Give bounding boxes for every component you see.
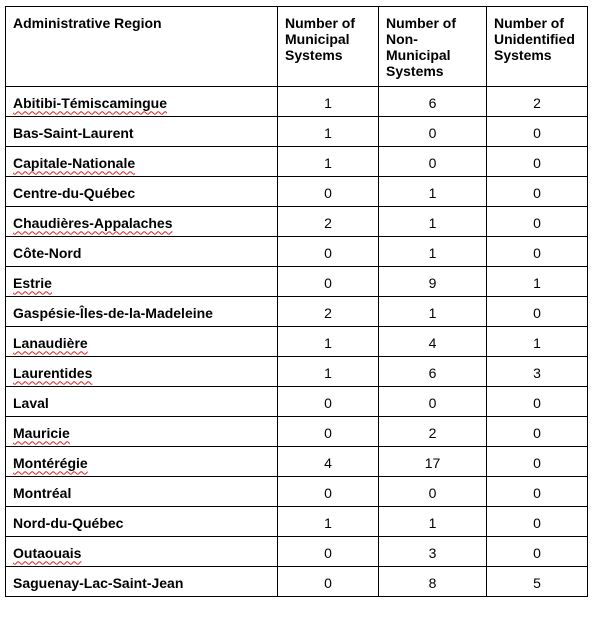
region-name: Lanaudière bbox=[13, 334, 88, 351]
non-municipal-count-cell: 8 bbox=[379, 567, 487, 597]
non-municipal-count-cell: 4 bbox=[379, 327, 487, 357]
table-row bbox=[6, 177, 588, 207]
region-name: Estrie bbox=[13, 274, 52, 291]
non-municipal-count-cell: 0 bbox=[379, 387, 487, 417]
header-unidentified-systems: Number of Unidentified Systems bbox=[487, 7, 588, 87]
region-name: Saguenay-Lac-Saint-Jean bbox=[13, 574, 184, 591]
unidentified-count-cell: 1 bbox=[487, 327, 588, 357]
non-municipal-count-cell: 17 bbox=[379, 447, 487, 477]
region-name: Capitale-Nationale bbox=[13, 154, 136, 171]
region-name: Chaudières-Appalaches bbox=[13, 214, 173, 231]
region-name: Centre-du-Québec bbox=[13, 184, 136, 201]
table-body bbox=[6, 87, 588, 597]
non-municipal-count-cell: 1 bbox=[379, 297, 487, 327]
municipal-count-cell: 0 bbox=[278, 387, 379, 417]
non-municipal-count-cell: 3 bbox=[379, 537, 487, 567]
municipal-count-cell: 0 bbox=[278, 477, 379, 507]
non-municipal-count-cell: 1 bbox=[379, 177, 487, 207]
region-cell bbox=[6, 477, 278, 507]
unidentified-count-cell: 0 bbox=[487, 207, 588, 237]
municipal-count-cell: 1 bbox=[278, 507, 379, 537]
municipal-count-cell: 0 bbox=[278, 237, 379, 267]
region-cell bbox=[6, 327, 278, 357]
table-row bbox=[6, 237, 588, 267]
unidentified-count-cell: 0 bbox=[487, 447, 588, 477]
region-name: Laval bbox=[13, 394, 49, 411]
table-row bbox=[6, 417, 588, 447]
header-row bbox=[6, 7, 588, 87]
region-cell bbox=[6, 177, 278, 207]
table-row bbox=[6, 147, 588, 177]
table-row bbox=[6, 447, 588, 477]
region-cell bbox=[6, 537, 278, 567]
region-cell bbox=[6, 567, 278, 597]
region-name: Gaspésie-Îles-de-la-Madeleine bbox=[13, 304, 213, 321]
header-non-municipal-systems: Number of Non-Municipal Systems bbox=[379, 7, 487, 87]
unidentified-count-cell: 0 bbox=[487, 537, 588, 567]
non-municipal-count-cell: 0 bbox=[379, 117, 487, 147]
region-cell bbox=[6, 507, 278, 537]
non-municipal-count-cell: 1 bbox=[379, 507, 487, 537]
region-name: Laurentides bbox=[13, 364, 93, 381]
unidentified-count-cell: 0 bbox=[487, 117, 588, 147]
table-row bbox=[6, 297, 588, 327]
region-cell bbox=[6, 297, 278, 327]
region-name: Outaouais bbox=[13, 544, 82, 561]
table-row bbox=[6, 87, 588, 117]
region-name: Nord-du-Québec bbox=[13, 514, 124, 531]
region-cell bbox=[6, 387, 278, 417]
table-row bbox=[6, 117, 588, 147]
region-cell bbox=[6, 207, 278, 237]
unidentified-count-cell: 0 bbox=[487, 177, 588, 207]
municipal-count-cell: 1 bbox=[278, 327, 379, 357]
municipal-count-cell: 2 bbox=[278, 207, 379, 237]
non-municipal-count-cell: 2 bbox=[379, 417, 487, 447]
unidentified-count-cell: 0 bbox=[487, 417, 588, 447]
table-row bbox=[6, 327, 588, 357]
table-header bbox=[6, 7, 588, 87]
table-row bbox=[6, 357, 588, 387]
municipal-count-cell: 0 bbox=[278, 537, 379, 567]
municipal-count-cell: 1 bbox=[278, 357, 379, 387]
region-name: Montérégie bbox=[13, 454, 88, 471]
table-row bbox=[6, 507, 588, 537]
non-municipal-count-cell: 1 bbox=[379, 207, 487, 237]
region-name: Montréal bbox=[13, 484, 72, 501]
unidentified-count-cell: 0 bbox=[487, 477, 588, 507]
municipal-count-cell: 4 bbox=[278, 447, 379, 477]
unidentified-count-cell: 2 bbox=[487, 87, 588, 117]
non-municipal-count-cell: 0 bbox=[379, 477, 487, 507]
unidentified-count-cell: 1 bbox=[487, 267, 588, 297]
municipal-count-cell: 0 bbox=[278, 417, 379, 447]
municipal-count-cell: 0 bbox=[278, 177, 379, 207]
non-municipal-count-cell: 9 bbox=[379, 267, 487, 297]
region-cell bbox=[6, 447, 278, 477]
region-cell bbox=[6, 267, 278, 297]
header-municipal-systems: Number of Municipal Systems bbox=[278, 7, 379, 87]
municipal-count-cell: 1 bbox=[278, 117, 379, 147]
region-name: Bas-Saint-Laurent bbox=[13, 124, 134, 141]
region-name: Mauricie bbox=[13, 424, 70, 441]
table-row bbox=[6, 537, 588, 567]
municipal-count-cell: 1 bbox=[278, 147, 379, 177]
non-municipal-count-cell: 0 bbox=[379, 147, 487, 177]
header-administrative-region: Administrative Region bbox=[6, 7, 278, 87]
unidentified-count-cell: 0 bbox=[487, 237, 588, 267]
regions-table bbox=[5, 6, 588, 597]
municipal-count-cell: 1 bbox=[278, 87, 379, 117]
region-cell bbox=[6, 237, 278, 267]
table-row bbox=[6, 477, 588, 507]
table-row bbox=[6, 567, 588, 597]
unidentified-count-cell: 0 bbox=[487, 297, 588, 327]
region-cell bbox=[6, 357, 278, 387]
unidentified-count-cell: 5 bbox=[487, 567, 588, 597]
region-cell bbox=[6, 87, 278, 117]
municipal-count-cell: 0 bbox=[278, 567, 379, 597]
region-name: Abitibi-Témiscamingue bbox=[13, 94, 168, 111]
region-cell bbox=[6, 417, 278, 447]
non-municipal-count-cell: 6 bbox=[379, 87, 487, 117]
non-municipal-count-cell: 6 bbox=[379, 357, 487, 387]
region-name: Côte-Nord bbox=[13, 244, 82, 261]
non-municipal-count-cell: 1 bbox=[379, 237, 487, 267]
municipal-count-cell: 0 bbox=[278, 267, 379, 297]
unidentified-count-cell: 0 bbox=[487, 507, 588, 537]
table-row bbox=[6, 207, 588, 237]
unidentified-count-cell: 0 bbox=[487, 147, 588, 177]
unidentified-count-cell: 0 bbox=[487, 387, 588, 417]
table-row bbox=[6, 267, 588, 297]
unidentified-count-cell: 3 bbox=[487, 357, 588, 387]
table-row bbox=[6, 387, 588, 417]
municipal-count-cell: 2 bbox=[278, 297, 379, 327]
region-cell bbox=[6, 117, 278, 147]
region-cell bbox=[6, 147, 278, 177]
